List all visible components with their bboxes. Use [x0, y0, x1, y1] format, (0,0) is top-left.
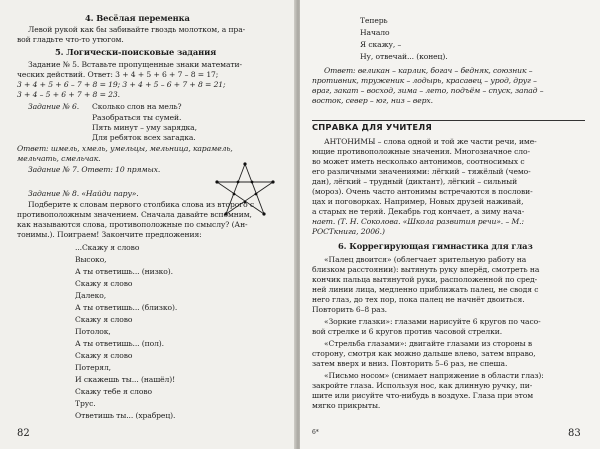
- task6-answer-line-1: Ответ: шмель, хмель, умельцы, мельница, карамель,: [17, 144, 233, 153]
- task6-poem-line-3: Для ребяток всех загадка.: [92, 133, 196, 142]
- gym-line-6: Повторить 6–8 раз.: [312, 305, 387, 314]
- task8-line-3: противоположным значением. Сначала давайте вспомним,: [17, 210, 252, 219]
- poem-line-3: Я скажу, –: [360, 40, 402, 49]
- gym-line-1: «Палец двоится» (облегчает зрительную работу на: [324, 255, 527, 264]
- dialog-line-4: Скажу я слово: [75, 279, 133, 288]
- task7-answer: Задание № 7. Ответ: 10 прямых.: [28, 165, 161, 174]
- page-number-left: 82: [17, 428, 30, 439]
- dialog-line-12: И скажешь ты... (нашёл)!: [75, 375, 176, 384]
- teacher-line-7: цах и поговорках. Например, Новых друзей наживай,: [312, 197, 524, 206]
- gym-line-12: «Письмо носом» (снимает напряжение в области глаз):: [324, 371, 544, 380]
- task5-line-3: 3 + 4 + 5 + 6 – 7 + 8 = 19; 3 + 4 + 5 – 6 + 7 + 8 = 21;: [17, 80, 226, 89]
- gym-line-4: ней линии лица, медленно приближать палец, не сводя с: [312, 285, 539, 294]
- section-title-merry-break: 4. Весёлая переменка: [85, 13, 190, 23]
- task6-poem-line-1: Разобраться ты сумей.: [92, 113, 182, 122]
- dialog-line-10: Скажу я слово: [75, 351, 133, 360]
- gym-line-15: мягко прикрыты.: [312, 401, 381, 410]
- teacher-line-8: а старых не теряй. Декабрь год кончает, а зиму нача-: [312, 207, 525, 216]
- gym-line-3: кончик пальца вытянутой руки, расположенной по сред-: [312, 275, 538, 284]
- task5-line-2: ческих действий. Ответ: 3 + 4 + 5 + 6 + 7 – 8 = 17;: [17, 70, 219, 79]
- dialog-line-14: Трус.: [75, 399, 96, 408]
- gym-line-13: закройте глаза. Используя нос, как длинную ручку, пи-: [312, 381, 533, 390]
- poem-line-4: Ну, отвечай... (конец).: [360, 52, 448, 61]
- task8-line-4: как называются слова, противоположные по смыслу? (Ан-: [17, 220, 248, 229]
- task8-line-1: Задание № 8. «Найди пару».: [28, 189, 139, 198]
- dialog-line-3: А ты ответишь... (низко).: [75, 267, 173, 276]
- signature-mark: 6*: [312, 429, 319, 436]
- dialog-line-11: Потерял,: [75, 363, 111, 372]
- task8-line-2: Подберите к словам первого столбика слова из второго с: [28, 200, 255, 209]
- section-title-logic-tasks: 5. Логически-поисковые задания: [55, 47, 217, 57]
- teacher-line-10: РОСТкнига, 2006.): [312, 227, 385, 236]
- gym-line-2: близком расстоянии): вытянуть руку вперёд, смотреть на: [312, 265, 540, 274]
- dialog-line-15: Ответишь ты... (храбрец).: [75, 411, 176, 420]
- answer-line-3: враг, закат – восход, зима – лето, подъём – спуск, запад –: [312, 86, 544, 95]
- task5-line-4: 3 + 4 – 5 + 6 + 7 + 8 = 23.: [17, 90, 120, 99]
- left-page: [0, 0, 296, 449]
- answer-line-2: противник, труженик – лодырь, красавец – урод, друг –: [312, 76, 537, 85]
- gym-line-14: шите или рисуйте что-нибудь в воздухе. Глаза при этом: [312, 391, 534, 400]
- dialog-line-2: Высоко,: [75, 255, 107, 264]
- gym-line-11: затем вверх и вниз. Повторить 5–6 раз, не спеша.: [312, 359, 508, 368]
- teacher-line-4: его различными значениями: лёгкий – тяжёлый (чемо-: [312, 167, 531, 176]
- dialog-line-1: ...Скажу я слово: [75, 243, 140, 252]
- dialog-line-6: А ты ответишь... (близко).: [75, 303, 178, 312]
- merry-break-line-1: Левой рукой как бы забивайте гвоздь молотком, а пра-: [28, 25, 246, 34]
- poem-line-1: Теперь: [360, 16, 388, 25]
- teacher-line-5: дан), лёгкий – трудный (диктант), лёгкий – сильный: [312, 177, 518, 186]
- poem-line-2: Начало: [360, 28, 390, 37]
- teacher-reference-title: СПРАВКА ДЛЯ УЧИТЕЛЯ: [312, 122, 432, 132]
- task6-answer-line-2: мельчать, смельчак.: [17, 154, 101, 163]
- dialog-line-13: Скажу тебе я слово: [75, 387, 153, 396]
- dialog-line-7: Скажу я слово: [75, 315, 133, 324]
- dialog-line-5: Далеко,: [75, 291, 107, 300]
- answer-line-4: восток, север – юг, низ – верх.: [312, 96, 433, 105]
- teacher-line-1: АНТОНИМЫ – слова одной и той же части речи, име-: [324, 137, 537, 146]
- gym-line-10: сторону, смотря как можно дальше влево, затем вправо,: [312, 349, 536, 358]
- teacher-line-3: во может иметь несколько антонимов, соотносимых с: [312, 157, 525, 166]
- gym-line-5: него глаз, до тех пор, пока палец не начнёт двоиться.: [312, 295, 525, 304]
- merry-break-line-2: вой гладьте что-то утюгом.: [17, 35, 124, 44]
- page-number-right: 83: [568, 428, 581, 439]
- right-page-body: [300, 0, 600, 449]
- answer-line-1: Ответ: великан – карлик, богач – бедняк, союзник –: [324, 66, 533, 75]
- gym-line-9: «Стрельба глазами»: двигайте глазами из стороны в: [324, 339, 533, 348]
- teacher-line-2: ющие противоположные значения. Многозначное сло-: [312, 147, 530, 156]
- section-title-eye-gymnastics: 6. Коррегирующая гимнастика для глаз: [338, 241, 533, 251]
- task6-label: Задание № 6.: [28, 102, 80, 111]
- task6-poem-line-2: Пять минут – уму зарядка,: [92, 123, 197, 132]
- task5-line-1: Задание № 5. Вставьте пропущенные знаки математи-: [28, 60, 242, 69]
- task8-line-5: тонимы.). Поиграем! Закончите предложения:: [17, 230, 202, 239]
- dialog-line-9: А ты ответишь... (пол).: [75, 339, 164, 348]
- gym-line-7: «Зоркие глазки»: глазами нарисуйте 6 кругов по часо-: [324, 317, 541, 326]
- teacher-line-9: нает. (Т. Н. Соколова. «Школа развития речи». – М.:: [312, 217, 524, 226]
- teacher-line-6: (мороз). Очень часто антонимы встречаются в послови-: [312, 187, 533, 196]
- dialog-line-8: Потолок,: [75, 327, 111, 336]
- gym-line-8: вой стрелке и 6 кругов против часовой стрелки.: [312, 327, 503, 336]
- task6-question: Сколько слов на мель?: [92, 102, 182, 111]
